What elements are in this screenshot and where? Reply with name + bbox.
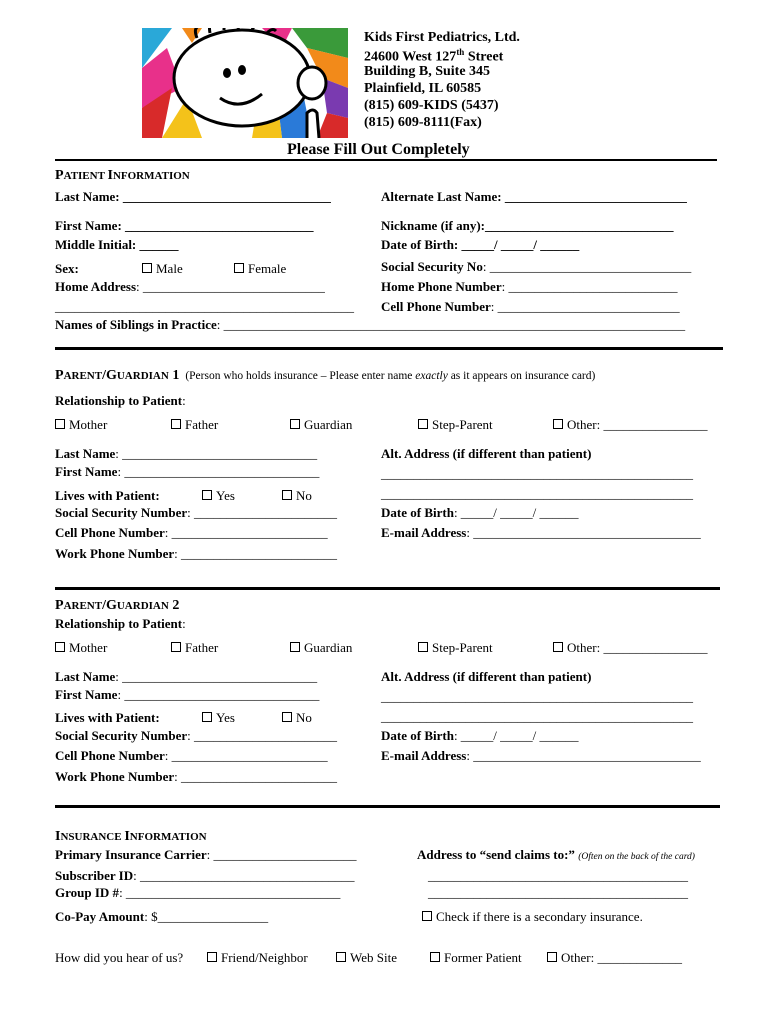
guardian1-relationship-label <box>55 394 186 407</box>
referral-other-checkbox[interactable] <box>547 951 682 964</box>
heading-cap: P <box>55 598 64 613</box>
carrier-line[interactable]: : ______________________ <box>206 847 357 862</box>
form-title: Please Fill Out Completely <box>287 141 470 158</box>
work-line[interactable]: : ________________________ <box>174 546 338 561</box>
checkbox-icon[interactable] <box>282 712 292 722</box>
work-line[interactable]: : ________________________ <box>174 769 338 784</box>
heading-small: NSURANCE <box>60 831 125 843</box>
mother-label: Mother <box>69 417 108 432</box>
heading-small: ARENT <box>63 600 103 612</box>
g1-mother-checkbox[interactable] <box>55 418 107 431</box>
checkbox-icon[interactable] <box>290 642 300 652</box>
g2-yes-checkbox[interactable] <box>202 711 235 724</box>
g1-stepparent-checkbox[interactable] <box>418 418 493 431</box>
heading-cap: I <box>107 168 113 183</box>
checkbox-icon[interactable] <box>290 419 300 429</box>
work-label: Work Phone Number <box>55 546 175 561</box>
last-name-line[interactable]: : ______________________________ <box>115 446 318 461</box>
guardian1-note: (Person who holds insurance – Please enter name <box>185 370 416 382</box>
g1-father-checkbox[interactable] <box>171 418 218 431</box>
g2-last-name-field[interactable] <box>55 670 317 683</box>
friend-checkbox[interactable] <box>207 951 308 964</box>
female-checkbox[interactable] <box>234 262 286 275</box>
g1-cell-field[interactable] <box>55 526 328 539</box>
g2-father-checkbox[interactable] <box>171 641 218 654</box>
checkbox-icon[interactable] <box>55 419 65 429</box>
heading-cap: /G <box>102 598 117 613</box>
g2-dob-field[interactable] <box>381 729 579 742</box>
patient-last-name-field[interactable]: Last Name: ________________________________ <box>55 189 331 204</box>
home-phone-field[interactable] <box>381 280 677 293</box>
g1-alt-address-line2[interactable]: ________________________________________________ <box>381 486 693 501</box>
other-label: Other: ________________ <box>567 417 708 432</box>
g1-no-checkbox[interactable] <box>282 489 312 502</box>
practice-logo <box>142 28 348 138</box>
referral-question: How did you hear of us? <box>55 950 184 965</box>
home-phone-label: Home Phone Number <box>381 279 502 294</box>
checkbox-icon[interactable] <box>171 642 181 652</box>
subscriber-field[interactable] <box>55 869 355 882</box>
dob-label: Date of Birth <box>381 505 454 520</box>
checkbox-icon[interactable] <box>430 952 440 962</box>
g1-guardian-checkbox[interactable] <box>290 418 352 431</box>
siblings-field[interactable] <box>55 318 685 331</box>
last-name-line[interactable]: : ______________________________ <box>115 669 318 684</box>
title-rule <box>55 159 717 161</box>
website-label: Web Site <box>350 950 397 965</box>
last-name-label: Last Name <box>55 446 116 461</box>
heading-cap: /G <box>102 368 117 383</box>
guardian2-heading <box>55 598 179 613</box>
subscriber-line[interactable]: : _________________________________ <box>133 868 355 883</box>
secondary-insurance-checkbox[interactable] <box>422 910 643 923</box>
other-label: Other: ________________ <box>567 640 708 655</box>
claims-address-label <box>417 848 695 863</box>
female-label: Female <box>248 261 287 276</box>
section-divider <box>55 805 720 808</box>
first-name-label: First Name <box>55 464 118 479</box>
group-field[interactable] <box>55 886 340 899</box>
home-address-line[interactable]: : ____________________________ <box>136 279 325 294</box>
sex-label: Sex: <box>55 261 79 276</box>
patient-nickname-field[interactable]: Nickname (if any):_____________________________ <box>381 218 674 233</box>
home-address-field[interactable] <box>55 280 325 293</box>
friend-label: Friend/Neighbor <box>221 950 308 965</box>
g2-alt-address-label: Alt. Address (if different than patient) <box>381 669 592 684</box>
male-checkbox[interactable] <box>142 262 183 275</box>
g1-email-field[interactable] <box>381 526 701 539</box>
checkbox-icon[interactable] <box>553 419 563 429</box>
guardian-label: Guardian <box>304 417 353 432</box>
cell-label: Cell Phone Number <box>55 525 165 540</box>
ssn-line[interactable]: : ______________________ <box>187 728 338 743</box>
male-label: Male <box>156 261 183 276</box>
practice-street <box>364 48 503 65</box>
siblings-line[interactable]: : _______________________________________________________________________ <box>216 317 686 332</box>
patient-dob-field[interactable]: Date of Birth: _____/ _____/ ______ <box>381 237 580 252</box>
g1-first-name-field[interactable] <box>55 465 319 478</box>
practice-fax: (815) 609-8111(Fax) <box>364 115 482 130</box>
g2-email-field[interactable] <box>381 749 701 762</box>
copay-line[interactable]: : $_________________ <box>144 909 269 924</box>
website-checkbox[interactable] <box>336 951 397 964</box>
patient-middle-initial-field[interactable]: Middle Initial: ______ <box>55 237 179 252</box>
g1-lives-label: Lives with Patient: <box>55 488 160 503</box>
copay-label: Co-Pay Amount <box>55 909 145 924</box>
other-label: Other: _____________ <box>561 950 682 965</box>
heading-small: NFORMATION <box>112 170 190 182</box>
siblings-label: Names of Siblings in Practice <box>55 317 217 332</box>
relationship-text: Relationship to Patient <box>55 393 183 408</box>
dob-label: Date of Birth <box>381 728 454 743</box>
heading-cap: I <box>55 829 61 844</box>
ssn-label: Social Security Number <box>55 728 188 743</box>
guardian-label: Guardian <box>304 640 353 655</box>
cell-label: Cell Phone Number <box>55 748 165 763</box>
g2-alt-address-line2[interactable]: ________________________________________________ <box>381 709 693 724</box>
last-name-label: Last Name <box>55 669 116 684</box>
g1-alt-address-label: Alt. Address (if different than patient) <box>381 446 592 461</box>
ssn-line[interactable]: : _______________________________ <box>482 259 692 274</box>
g2-ssn-field[interactable] <box>55 729 337 742</box>
g2-alt-address-line1[interactable]: ________________________________________________ <box>381 689 693 704</box>
checkbox-icon[interactable] <box>336 952 346 962</box>
ssn-label: Social Security Number <box>55 505 188 520</box>
g1-last-name-field[interactable] <box>55 447 317 460</box>
checkbox-icon[interactable] <box>202 490 212 500</box>
insurance-heading <box>55 829 207 844</box>
cell-phone-label: Cell Phone Number <box>381 299 491 314</box>
email-label: E-mail Address <box>381 748 467 763</box>
checkbox-icon[interactable] <box>171 419 181 429</box>
section-divider <box>55 347 723 350</box>
heading-cap: I <box>124 829 130 844</box>
stepparent-label: Step-Parent <box>432 417 493 432</box>
yes-label: Yes <box>216 710 235 725</box>
checkbox-icon[interactable] <box>553 642 563 652</box>
checkbox-icon[interactable] <box>422 911 432 921</box>
claims-label: Address to “send claims to:” <box>417 847 575 862</box>
patient-info-heading <box>55 168 190 183</box>
former-patient-checkbox[interactable] <box>430 951 522 964</box>
street-suffix: th <box>456 47 465 57</box>
g2-lives-label: Lives with Patient: <box>55 710 160 725</box>
g2-work-field[interactable] <box>55 770 337 783</box>
email-label: E-mail Address <box>381 525 467 540</box>
first-name-line[interactable]: : ______________________________ <box>117 687 320 702</box>
colon: : <box>182 393 186 408</box>
former-label: Former Patient <box>444 950 522 965</box>
checkbox-icon[interactable] <box>234 263 244 273</box>
patient-ssn-field[interactable] <box>381 260 691 273</box>
email-line[interactable]: : ___________________________________ <box>466 748 701 763</box>
checkbox-icon[interactable] <box>202 712 212 722</box>
g2-mother-checkbox[interactable] <box>55 641 107 654</box>
g2-other-checkbox[interactable] <box>553 641 707 654</box>
ssn-label: Social Security No <box>381 259 483 274</box>
carrier-field[interactable] <box>55 848 357 861</box>
practice-city: Plainfield, IL 60585 <box>364 81 482 96</box>
no-label: No <box>296 488 312 503</box>
group-line[interactable]: : _________________________________ <box>119 885 341 900</box>
g1-alt-address-line1[interactable]: ________________________________________________ <box>381 466 693 481</box>
g2-cell-field[interactable] <box>55 749 328 762</box>
guardian1-note-emph: exactly <box>415 370 448 382</box>
checkbox-icon[interactable] <box>547 952 557 962</box>
relationship-text: Relationship to Patient <box>55 616 183 631</box>
g2-guardian-checkbox[interactable] <box>290 641 352 654</box>
heading-small: UARDIAN <box>116 370 169 382</box>
father-label: Father <box>185 417 219 432</box>
checkbox-icon[interactable] <box>418 642 428 652</box>
patient-alt-last-name-field[interactable]: Alternate Last Name: ____________________________ <box>381 189 687 204</box>
g1-other-checkbox[interactable] <box>553 418 707 431</box>
heading-cap: P <box>55 168 64 183</box>
practice-suite: Building B, Suite 345 <box>364 64 491 79</box>
g2-first-name-field[interactable] <box>55 688 319 701</box>
home-address-line-2[interactable]: ______________________________________________ <box>55 299 354 314</box>
claims-address-line1[interactable]: ________________________________________ <box>428 868 688 883</box>
yes-label: Yes <box>216 488 235 503</box>
g1-dob-field[interactable] <box>381 506 579 519</box>
claims-address-line2[interactable]: ________________________________________ <box>428 885 688 900</box>
heading-number: 1 <box>168 368 180 383</box>
practice-phone: (815) 609-KIDS (5437) <box>364 98 499 113</box>
claims-note: (Often on the back of the card) <box>578 852 695 862</box>
heading-small: NFORMATION <box>129 831 207 843</box>
checkbox-icon[interactable] <box>418 419 428 429</box>
section-divider <box>55 587 720 590</box>
g2-stepparent-checkbox[interactable] <box>418 641 493 654</box>
heading-small: UARDIAN <box>116 600 169 612</box>
checkbox-icon[interactable] <box>55 642 65 652</box>
mother-label: Mother <box>69 640 108 655</box>
home-address-label: Home Address <box>55 279 137 294</box>
patient-first-name-field[interactable]: First Name: _____________________________ <box>55 218 314 233</box>
practice-name: Kids First Pediatrics, Ltd. <box>364 30 520 45</box>
stepparent-label: Step-Parent <box>432 640 493 655</box>
first-name-label: First Name <box>55 687 118 702</box>
heading-small: ATIENT <box>63 170 108 182</box>
street-number: 24600 West 127 <box>364 49 457 65</box>
checkbox-icon[interactable] <box>282 490 292 500</box>
email-line[interactable]: : ___________________________________ <box>466 525 701 540</box>
cell-phone-field[interactable] <box>381 300 680 313</box>
dob-line[interactable]: : _____/ _____/ ______ <box>453 505 579 520</box>
checkbox-icon[interactable] <box>207 952 217 962</box>
checkbox-icon[interactable] <box>142 263 152 273</box>
cartoon-kid-logo-icon <box>142 28 348 138</box>
guardian1-note-end: as it appears on insurance card) <box>447 370 596 382</box>
g1-yes-checkbox[interactable] <box>202 489 235 502</box>
colon: : <box>182 616 186 631</box>
secondary-label: Check if there is a secondary insurance. <box>436 909 643 924</box>
g1-ssn-field[interactable] <box>55 506 337 519</box>
g1-work-field[interactable] <box>55 547 337 560</box>
work-label: Work Phone Number <box>55 769 175 784</box>
father-label: Father <box>185 640 219 655</box>
cell-phone-line[interactable]: : ____________________________ <box>490 299 680 314</box>
guardian2-relationship-label <box>55 617 186 630</box>
g2-no-checkbox[interactable] <box>282 711 312 724</box>
heading-cap: P <box>55 368 64 383</box>
heading-small: ARENT <box>63 370 103 382</box>
cell-line[interactable]: : ________________________ <box>164 525 328 540</box>
guardian1-heading <box>55 368 595 383</box>
subscriber-label: Subscriber ID <box>55 868 134 883</box>
dob-line[interactable]: : _____/ _____/ ______ <box>453 728 579 743</box>
no-label: No <box>296 710 312 725</box>
cell-line[interactable]: : ________________________ <box>164 748 328 763</box>
copay-field[interactable] <box>55 910 268 923</box>
street-word: Street <box>464 49 504 65</box>
first-name-line[interactable]: : ______________________________ <box>117 464 320 479</box>
home-phone-line[interactable]: : __________________________ <box>501 279 678 294</box>
heading-number: 2 <box>168 598 180 613</box>
ssn-line[interactable]: : ______________________ <box>187 505 338 520</box>
group-label: Group ID # <box>55 885 120 900</box>
carrier-label: Primary Insurance Carrier <box>55 847 207 862</box>
